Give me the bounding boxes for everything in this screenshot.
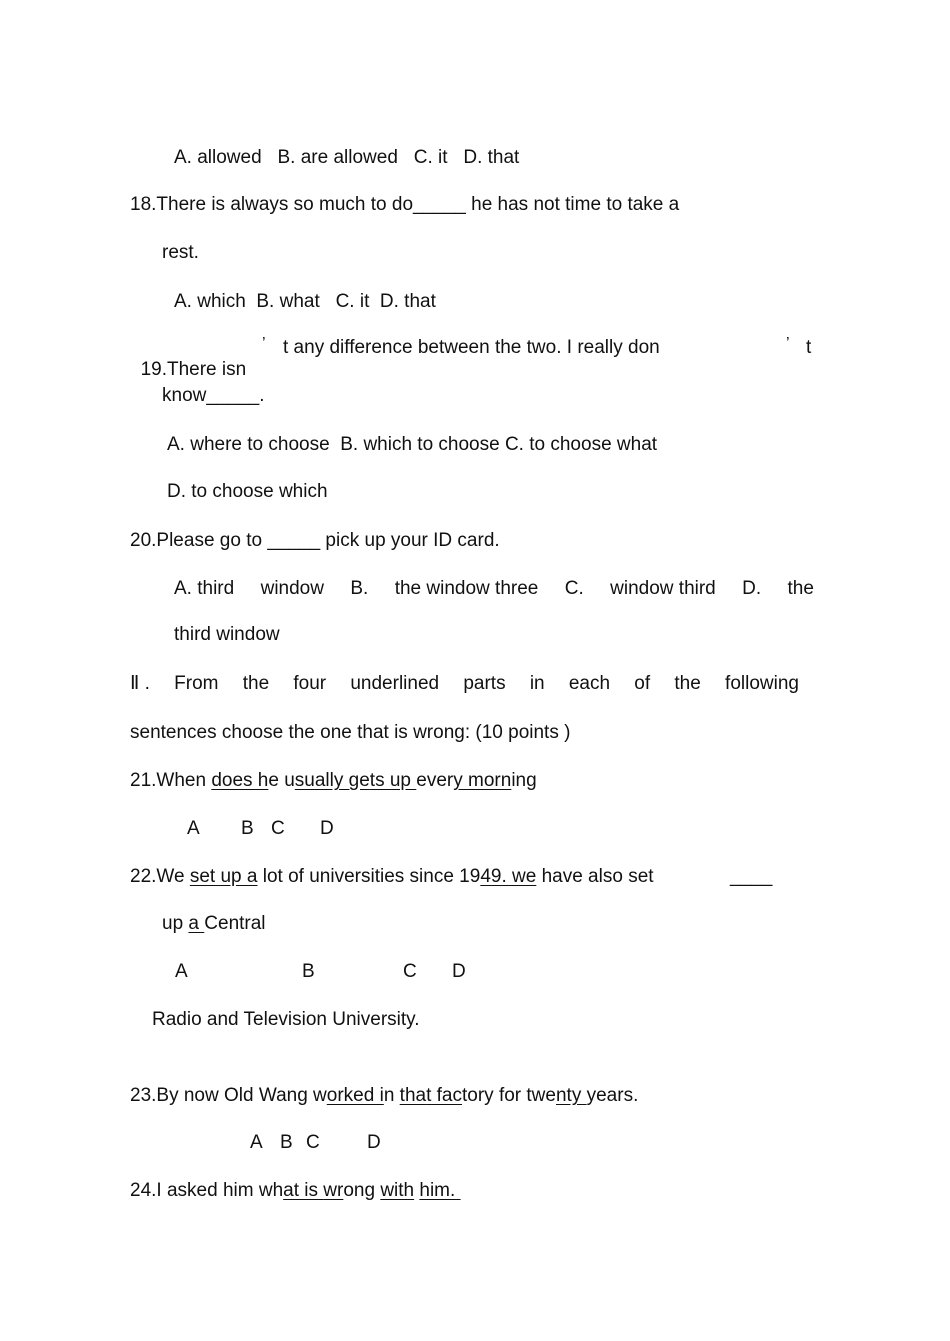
q20-opt-8: the: [787, 578, 814, 599]
q23-letter-c: C: [306, 1132, 320, 1153]
q21-underlined-c: ts up: [369, 770, 417, 791]
q18-stem-continued: rest.: [162, 242, 199, 263]
q24-underlined-b: wr: [323, 1180, 344, 1201]
q22-part: Central: [204, 913, 266, 934]
heading-word: each: [568, 673, 611, 694]
q23-part: years.: [586, 1085, 639, 1106]
q22-underlined-a: set up a: [189, 866, 258, 887]
heading-word: of: [634, 673, 651, 694]
q21-part: ing: [511, 770, 537, 791]
q20-opt-5: C.: [564, 578, 584, 599]
q18-options: A. which B. what C. it D. that: [174, 291, 436, 312]
q22-part: have also set: [536, 866, 654, 887]
heading-word: in: [529, 673, 545, 694]
q20-opt-2: window: [260, 578, 324, 599]
q22-part: lot of universities since 19: [257, 866, 481, 887]
heading-word: underlined: [350, 673, 440, 694]
q19-apostrophe-1: ’: [262, 335, 266, 352]
section-2-heading-continued: sentences choose the one that is wrong: (10 points ): [130, 722, 571, 743]
q22-tail: Radio and Television University.: [152, 1009, 420, 1030]
q18-stem: 18.There is always so much to do_____ he has not time to take a: [130, 194, 680, 215]
q20-options-continued: third window: [174, 624, 280, 645]
q19-options-line-1: A. where to choose B. which to choose C. to choose what: [167, 434, 658, 455]
q17-options: A. allowed B. are allowed C. it D. that: [174, 147, 520, 168]
q20-opt-4: the window three: [394, 578, 539, 599]
q22-letter-c: C: [403, 961, 417, 982]
q23-letter-a: A: [250, 1132, 263, 1153]
q20-opt-6: window third: [610, 578, 716, 599]
q22-underlined-c: a: [188, 913, 205, 934]
q24-part: 24.I asked him wh: [130, 1180, 284, 1201]
q23-underlined-d: nty: [555, 1085, 587, 1106]
q23-underlined-b: tha: [399, 1085, 427, 1106]
heading-word: the: [242, 673, 270, 694]
q23-part: 23.By now Old Wang w: [130, 1085, 327, 1106]
q24-underlined-d: him.: [419, 1180, 461, 1201]
q24-sentence: [130, 1180, 461, 1202]
q20-opt-3: B.: [350, 578, 369, 599]
q22-part: 22.We: [130, 866, 190, 887]
q22-letter-a: A: [175, 961, 188, 982]
q19-stem-part-c: t: [806, 337, 812, 358]
q22-sentence-continued: [162, 913, 266, 935]
heading-word: Ⅱ .: [130, 673, 150, 694]
q22-blank: ____: [730, 866, 773, 887]
q21-part: 21.When: [130, 770, 212, 791]
q21-part: ever: [416, 770, 454, 791]
q23-letter-d: D: [367, 1132, 381, 1153]
q23-letter-b: B: [280, 1132, 293, 1153]
q22-part: up: [162, 913, 189, 934]
q21-underlined-a: does h: [211, 770, 269, 791]
section-2-heading: [130, 673, 799, 695]
q19-stem: [130, 337, 246, 381]
q24-underlined-a: at is: [283, 1180, 324, 1201]
q21-part: e u: [268, 770, 295, 791]
q23-underlined-a: orked i: [326, 1085, 384, 1106]
q22-letter-d: D: [452, 961, 466, 982]
q22-letter-b: B: [302, 961, 315, 982]
q21-underlined-d: y morn: [453, 770, 512, 791]
q21-letter-d: D: [320, 818, 334, 839]
q21-letter-c: C: [271, 818, 285, 839]
q19-stem-part-a: 19.There isn: [140, 359, 247, 380]
q20-options: [174, 578, 814, 600]
q24-part: ong: [343, 1180, 376, 1201]
q21-letter-a: A: [187, 818, 200, 839]
q23-sentence: [130, 1085, 638, 1107]
q22-underlined-b: 49. we: [480, 866, 537, 887]
heading-word: four: [293, 673, 327, 694]
q20-opt-1: A. third: [174, 578, 235, 599]
q20-opt-7: D.: [742, 578, 762, 599]
heading-word: From: [174, 673, 219, 694]
q19-apostrophe-2: ’: [786, 335, 790, 352]
q23-part: tory for twe: [462, 1085, 556, 1106]
q22-sentence: [130, 866, 654, 888]
heading-word: the: [674, 673, 701, 694]
q19-stem-part-b: t any difference between the two. I really don: [283, 337, 660, 358]
q24-underlined-c: with: [380, 1180, 415, 1201]
q20-stem: 20.Please go to _____ pick up your ID card.: [130, 530, 500, 551]
q23-part: n: [383, 1085, 400, 1106]
q21-sentence: [130, 770, 537, 792]
q19-stem-continued: know_____.: [162, 385, 265, 406]
q21-letter-b: B: [241, 818, 254, 839]
heading-word: parts: [463, 673, 506, 694]
q23-underlined-c: t fac: [426, 1085, 462, 1106]
heading-word: following: [725, 673, 799, 694]
q21-underlined-b: sually ge: [294, 770, 370, 791]
q19-options-line-2: D. to choose which: [167, 481, 328, 502]
